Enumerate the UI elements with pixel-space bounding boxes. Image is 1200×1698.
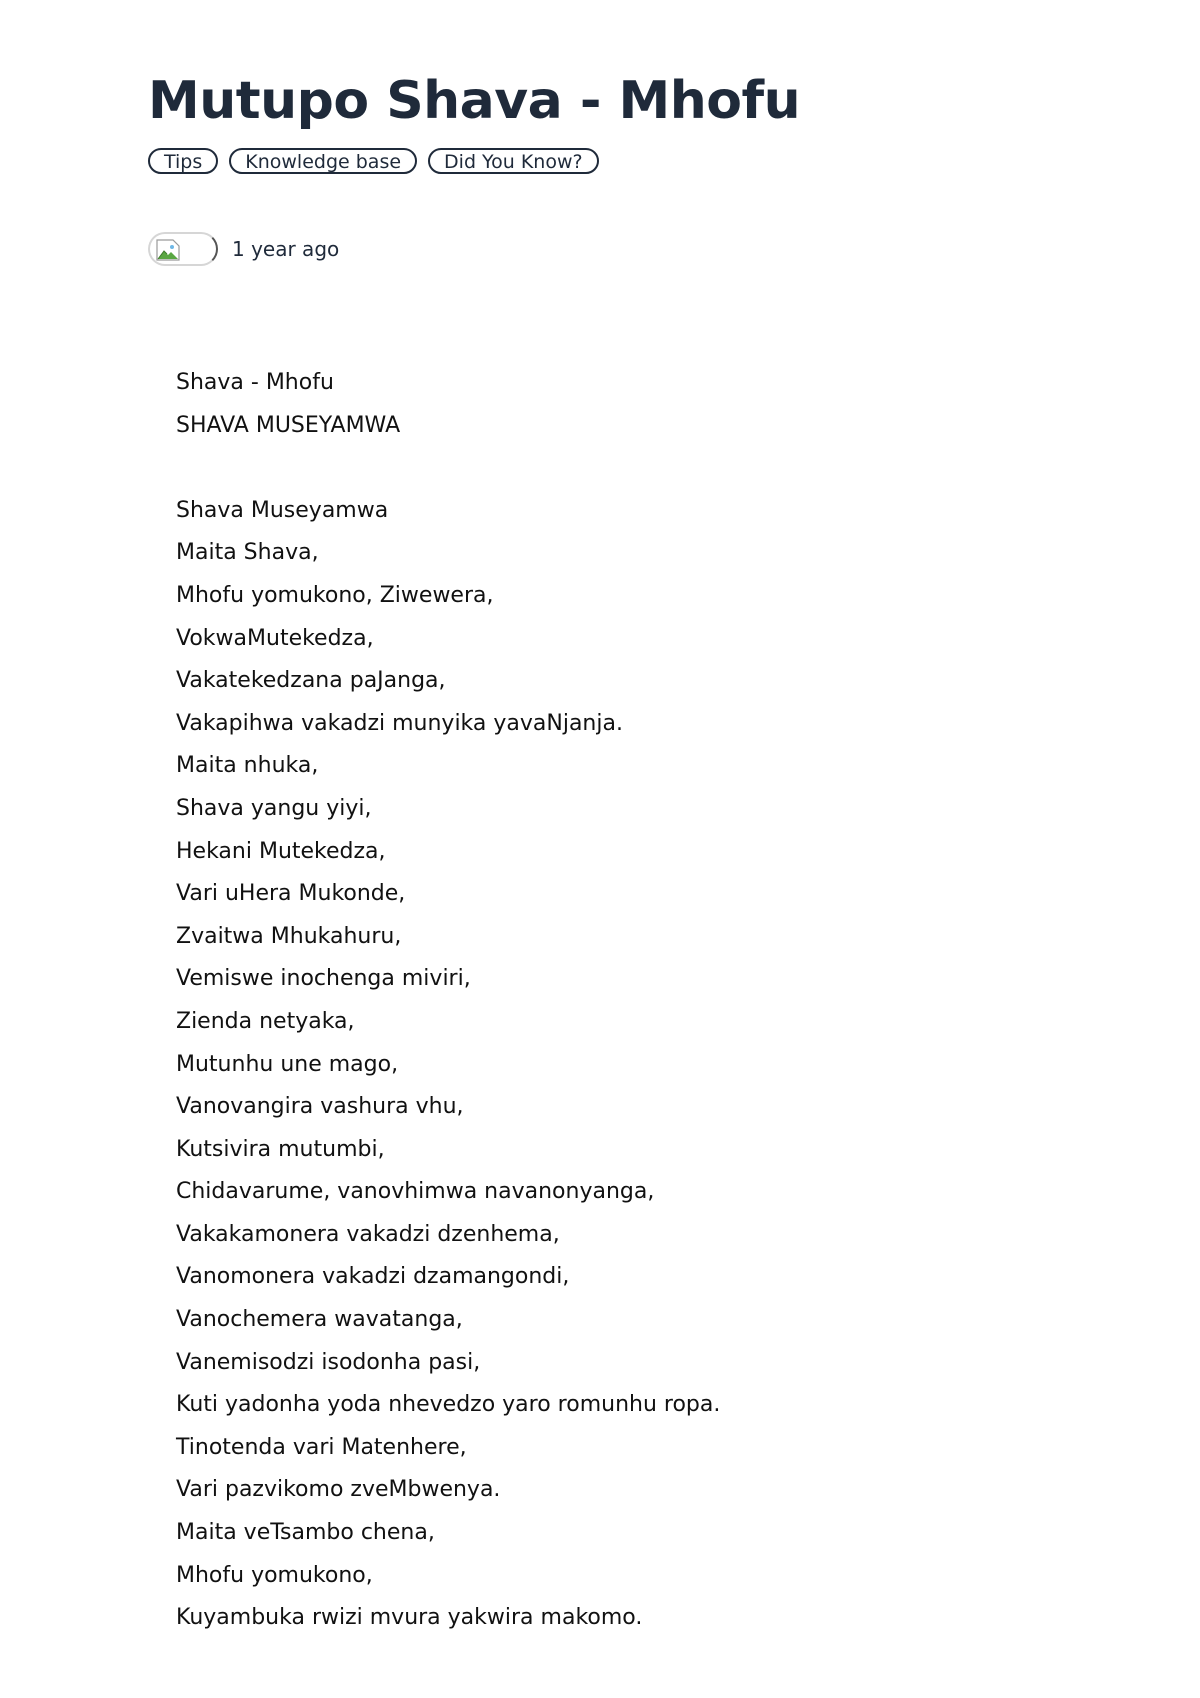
post-meta: [148, 232, 339, 266]
poem: [176, 490, 1076, 1640]
content-subheading: SHAVA MUSEYAMWA: [176, 412, 401, 438]
poem-line: Mhofu yomukono, Ziwewera,: [176, 582, 494, 608]
poem-line: Vari pazvikomo zveMbwenya.: [176, 1477, 501, 1503]
poem-line: Vanochemera wavatanga,: [176, 1307, 463, 1333]
avatar[interactable]: [148, 232, 218, 266]
poem-line: Vanomonera vakadzi dzamangondi,: [176, 1264, 570, 1290]
poem-line: Zvaitwa Mhukahuru,: [176, 923, 402, 949]
broken-image-icon: [156, 239, 180, 261]
poem-line: Kuyambuka rwizi mvura yakwira makomo.: [176, 1605, 643, 1631]
poem-line: Maita veTsambo chena,: [176, 1520, 435, 1546]
tag-did-you-know[interactable]: Did You Know?: [428, 148, 599, 174]
post-timestamp: 1 year ago: [232, 237, 340, 261]
poem-line: Maita Shava,: [176, 540, 319, 566]
poem-line: Vakatekedzana paJanga,: [176, 668, 446, 694]
poem-line: Vari uHera Mukonde,: [176, 881, 406, 907]
poem-line: VokwaMutekedza,: [176, 625, 374, 651]
content-heading: Shava - Mhofu: [176, 370, 334, 395]
poem-line: Kuti yadonha yoda nhevedzo yaro romunhu ropa.: [176, 1392, 721, 1418]
poem-line: Vemiswe inochenga miviri,: [176, 966, 471, 992]
poem-line: Shava Museyamwa: [176, 497, 389, 523]
poem-line: Mhofu yomukono,: [176, 1562, 373, 1588]
poem-line: Mutunhu une mago,: [176, 1051, 399, 1077]
poem-line: Hekani Mutekedza,: [176, 838, 386, 864]
paragraph-spacer: [176, 447, 1076, 490]
poem-line: Shava yangu yiyi,: [176, 795, 372, 821]
poem-line: Vanemisodzi isodonha pasi,: [176, 1349, 481, 1375]
poem-line: Maita nhuka,: [176, 753, 319, 779]
page-title: Mutupo Shava - Mhofu: [148, 71, 801, 131]
tag-tips[interactable]: Tips: [148, 148, 218, 174]
poem-line: Zienda netyaka,: [176, 1008, 355, 1034]
tag-list: [148, 148, 599, 174]
poem-line: Chidavarume, vanovhimwa navanonyanga,: [176, 1179, 655, 1205]
poem-line: Kutsivira mutumbi,: [176, 1136, 385, 1162]
tag-knowledge-base[interactable]: Knowledge base: [229, 148, 417, 174]
poem-line: Vakapihwa vakadzi munyika yavaNjanja.: [176, 710, 623, 736]
article-body: [176, 362, 1076, 1640]
poem-line: Vakakamonera vakadzi dzenhema,: [176, 1221, 560, 1247]
poem-line: Vanovangira vashura vhu,: [176, 1094, 464, 1120]
poem-line: Tinotenda vari Matenhere,: [176, 1434, 467, 1460]
